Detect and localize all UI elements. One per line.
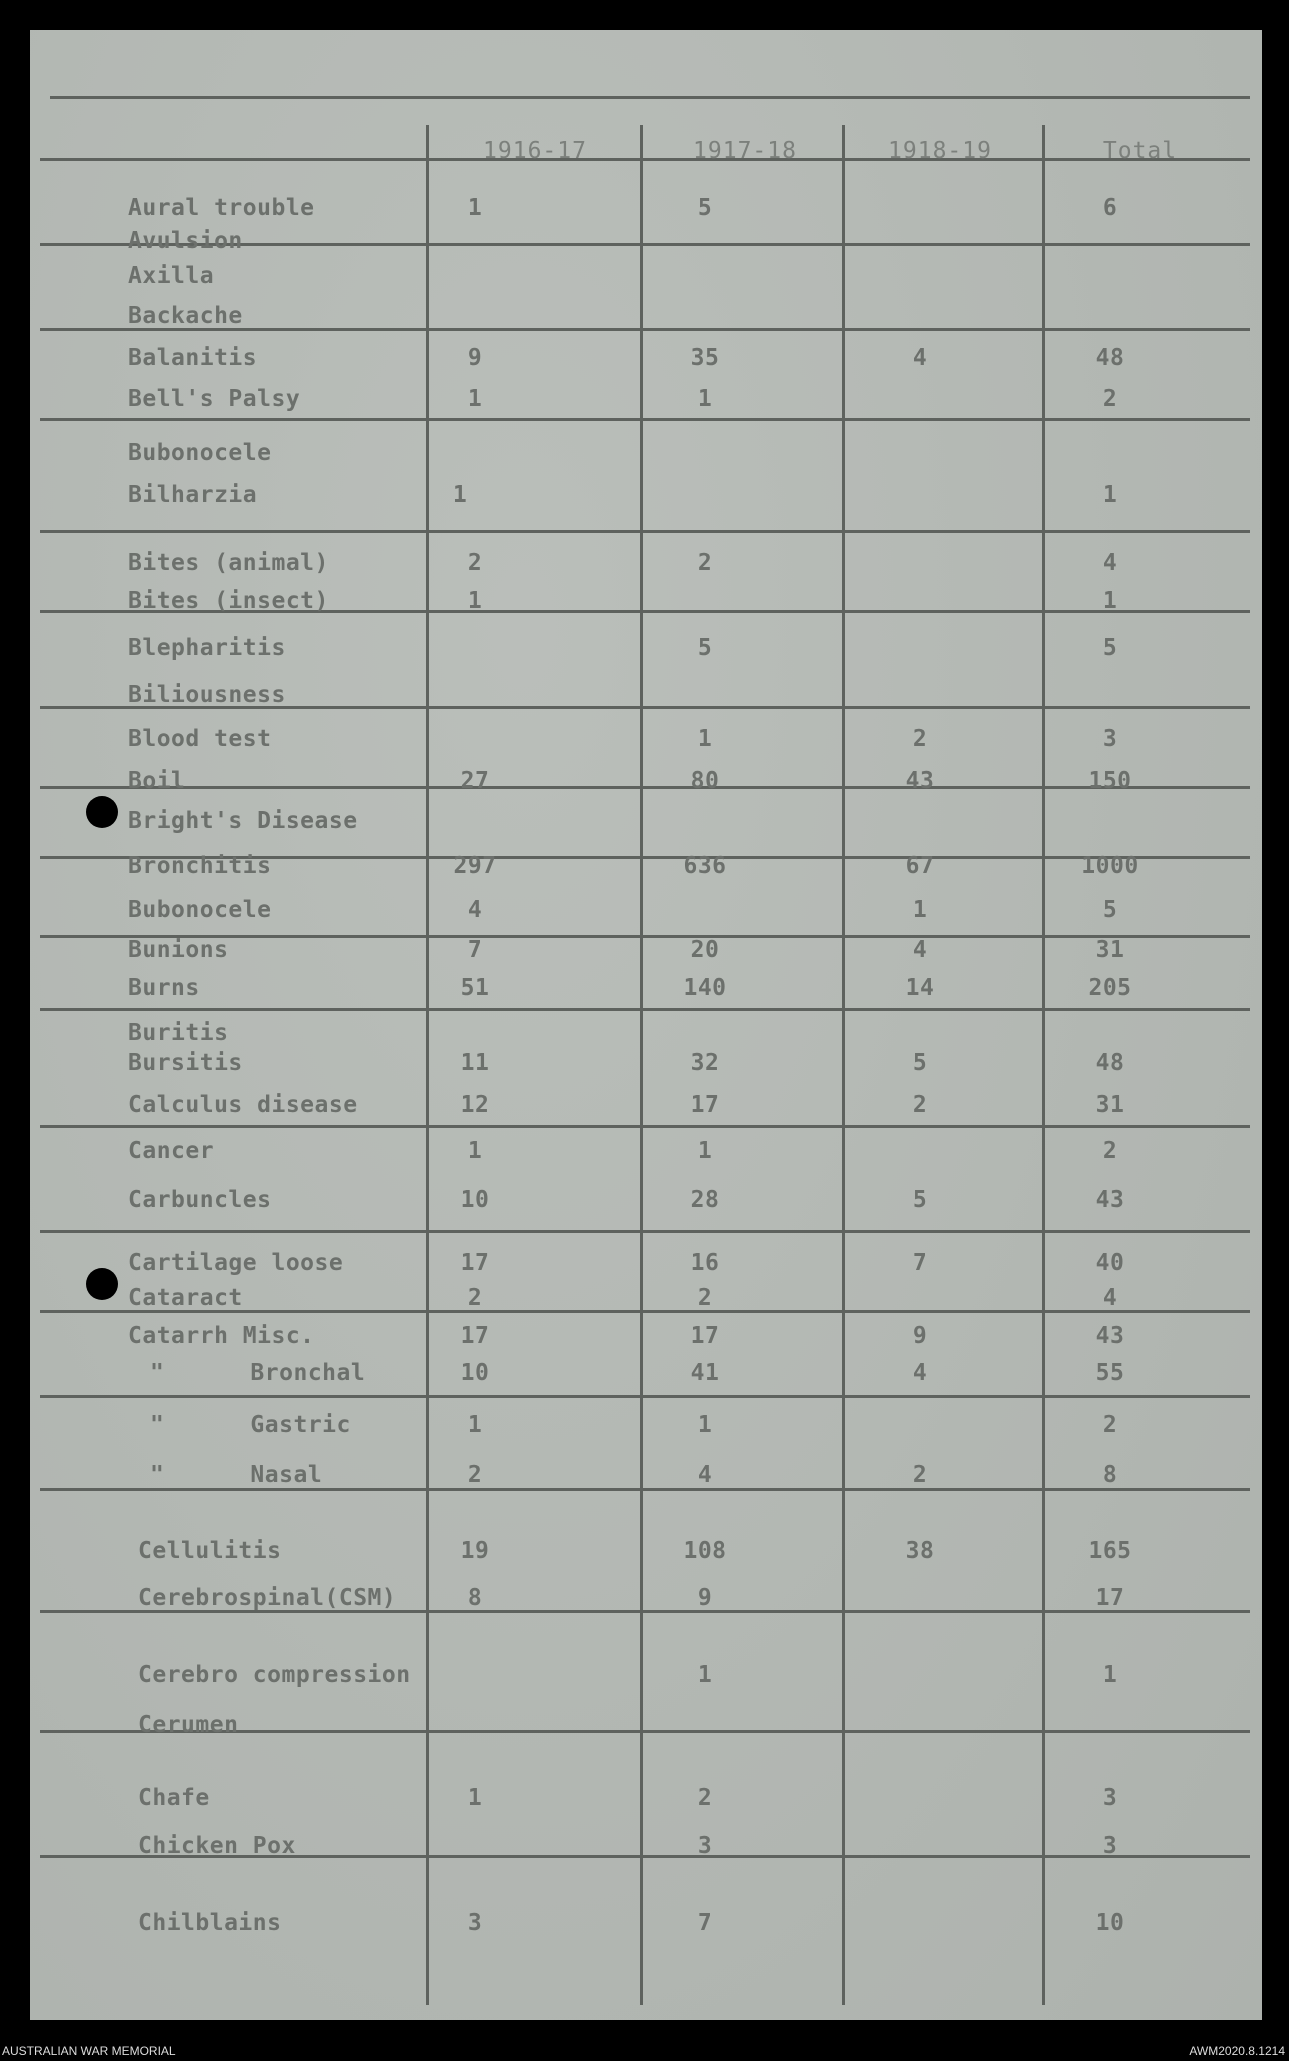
header-total: Total bbox=[1102, 138, 1178, 164]
disease-name: Backache bbox=[128, 303, 243, 329]
value-1917-18: 108 bbox=[683, 1538, 727, 1564]
table-row bbox=[30, 482, 1262, 520]
punch-hole bbox=[86, 796, 118, 828]
table-row bbox=[30, 1050, 1262, 1088]
value-total: 3 bbox=[1102, 1833, 1118, 1859]
value-1918-19: 4 bbox=[912, 937, 928, 963]
value-1916-17: 1 bbox=[467, 1785, 483, 1811]
value-1917-18: 41 bbox=[690, 1360, 720, 1386]
footer-institution: AUSTRALIAN WAR MEMORIAL bbox=[2, 2044, 176, 2058]
value-1917-18: 7 bbox=[697, 1910, 713, 1936]
table-row bbox=[30, 1412, 1262, 1450]
value-1916-17: 2 bbox=[467, 1285, 483, 1311]
disease-name: Bronchitis bbox=[128, 853, 272, 879]
disease-name: Cerebrospinal(CSM) bbox=[138, 1585, 397, 1611]
disease-name: Bursitis bbox=[128, 1050, 243, 1076]
punch-hole bbox=[86, 1268, 118, 1300]
value-1918-19: 7 bbox=[912, 1250, 928, 1276]
table-row bbox=[30, 345, 1262, 383]
table-row bbox=[30, 588, 1262, 626]
header-1917-18: 1917-18 bbox=[693, 138, 797, 164]
value-total: 3 bbox=[1102, 726, 1118, 752]
value-1916-17: 9 bbox=[467, 345, 483, 371]
disease-name: Bunions bbox=[128, 937, 229, 963]
disease-name: Cerumen bbox=[138, 1712, 239, 1738]
disease-name: Bites (insect) bbox=[128, 588, 329, 614]
rule bbox=[50, 96, 1250, 99]
disease-name: Bubonocele bbox=[128, 897, 272, 923]
table-row bbox=[30, 1833, 1262, 1871]
disease-name: Buritis bbox=[128, 1020, 229, 1046]
table-row bbox=[30, 808, 1262, 846]
table-row bbox=[30, 263, 1262, 301]
table-row bbox=[30, 768, 1262, 806]
value-1918-19: 2 bbox=[912, 1462, 928, 1488]
value-1917-18: 32 bbox=[690, 1050, 720, 1076]
value-1916-17: 27 bbox=[460, 768, 490, 794]
table-row bbox=[30, 635, 1262, 673]
value-1917-18: 16 bbox=[690, 1250, 720, 1276]
disease-name: Boil bbox=[128, 768, 186, 794]
table-row bbox=[30, 853, 1262, 891]
value-1918-19: 4 bbox=[912, 1360, 928, 1386]
table-row bbox=[30, 1462, 1262, 1500]
value-1917-18: 1 bbox=[697, 386, 713, 412]
value-total: 5 bbox=[1102, 897, 1118, 923]
value-1916-17: 10 bbox=[460, 1187, 490, 1213]
table-row bbox=[30, 550, 1262, 588]
disease-name: Cerebro compression bbox=[138, 1662, 411, 1688]
value-1918-19: 9 bbox=[912, 1323, 928, 1349]
value-1916-17: 12 bbox=[460, 1092, 490, 1118]
table-row bbox=[30, 1712, 1262, 1750]
value-1918-19: 14 bbox=[905, 975, 935, 1001]
value-1916-17: 297 bbox=[453, 853, 497, 879]
value-1916-17: 51 bbox=[460, 975, 490, 1001]
value-1916-17: 1 bbox=[467, 588, 483, 614]
table-row bbox=[30, 1187, 1262, 1225]
value-1916-17: 7 bbox=[467, 937, 483, 963]
value-total: 150 bbox=[1088, 768, 1132, 794]
value-total: 205 bbox=[1088, 975, 1132, 1001]
table-row bbox=[30, 726, 1262, 764]
value-total: 17 bbox=[1095, 1585, 1125, 1611]
value-total: 31 bbox=[1095, 937, 1125, 963]
value-1918-19: 1 bbox=[912, 897, 928, 923]
value-1917-18: 35 bbox=[690, 345, 720, 371]
value-total: 10 bbox=[1095, 1910, 1125, 1936]
header-1916-17: 1916-17 bbox=[483, 138, 587, 164]
table-row bbox=[30, 1585, 1262, 1623]
value-1917-18: 140 bbox=[683, 975, 727, 1001]
disease-name: Chicken Pox bbox=[138, 1833, 296, 1859]
table-row bbox=[30, 386, 1262, 424]
table-row bbox=[30, 228, 1262, 266]
disease-name: Carbuncles bbox=[128, 1187, 272, 1213]
table-row bbox=[30, 1138, 1262, 1176]
disease-name: Chilblains bbox=[138, 1910, 282, 1936]
table-row bbox=[30, 1323, 1262, 1361]
value-1916-17: 10 bbox=[460, 1360, 490, 1386]
table-row bbox=[30, 303, 1262, 341]
value-1918-19: 43 bbox=[905, 768, 935, 794]
value-total: 43 bbox=[1095, 1323, 1125, 1349]
value-total: 8 bbox=[1102, 1462, 1118, 1488]
disease-name: Blood test bbox=[128, 726, 272, 752]
table-row bbox=[30, 1910, 1262, 1948]
value-total: 1000 bbox=[1081, 853, 1139, 879]
value-1917-18: 28 bbox=[690, 1187, 720, 1213]
value-1916-17: 1 bbox=[467, 195, 483, 221]
table-row bbox=[30, 440, 1262, 478]
value-1916-17: 11 bbox=[460, 1050, 490, 1076]
disease-name: Balanitis bbox=[128, 345, 258, 371]
footer-reference: AWM2020.8.1214 bbox=[1189, 2044, 1285, 2058]
value-total: 1 bbox=[1102, 482, 1118, 508]
value-1917-18: 17 bbox=[690, 1323, 720, 1349]
value-total: 5 bbox=[1102, 635, 1118, 661]
value-1917-18: 80 bbox=[690, 768, 720, 794]
value-total: 165 bbox=[1088, 1538, 1132, 1564]
value-1917-18: 1 bbox=[697, 1138, 713, 1164]
value-1918-19: 2 bbox=[912, 1092, 928, 1118]
value-total: 48 bbox=[1095, 1050, 1125, 1076]
table-row bbox=[30, 1092, 1262, 1130]
value-1916-17: 1 bbox=[452, 482, 468, 508]
disease-name: Bright's Disease bbox=[128, 808, 358, 834]
table-row bbox=[30, 1285, 1262, 1323]
value-1916-17: 17 bbox=[460, 1323, 490, 1349]
disease-name: Bilharzia bbox=[128, 482, 258, 508]
disease-name: Burns bbox=[128, 975, 200, 1001]
value-1916-17: 8 bbox=[467, 1585, 483, 1611]
table-row bbox=[30, 937, 1262, 975]
disease-name: Cartilage loose bbox=[128, 1250, 344, 1276]
value-total: 31 bbox=[1095, 1092, 1125, 1118]
disease-name: Avulsion bbox=[128, 228, 243, 254]
value-1917-18: 4 bbox=[697, 1462, 713, 1488]
value-1916-17: 2 bbox=[467, 1462, 483, 1488]
disease-name: Aural trouble bbox=[128, 195, 315, 221]
value-1917-18: 2 bbox=[697, 1285, 713, 1311]
value-1917-18: 2 bbox=[697, 550, 713, 576]
value-1917-18: 2 bbox=[697, 1785, 713, 1811]
value-1917-18: 1 bbox=[697, 726, 713, 752]
value-1916-17: 4 bbox=[467, 897, 483, 923]
value-1918-19: 5 bbox=[912, 1050, 928, 1076]
table-row bbox=[30, 975, 1262, 1013]
value-1916-17: 1 bbox=[467, 386, 483, 412]
value-1917-18: 5 bbox=[697, 195, 713, 221]
value-total: 1 bbox=[1102, 588, 1118, 614]
value-1918-19: 67 bbox=[905, 853, 935, 879]
value-total: 6 bbox=[1102, 195, 1118, 221]
value-1917-18: 17 bbox=[690, 1092, 720, 1118]
value-1918-19: 5 bbox=[912, 1187, 928, 1213]
value-total: 55 bbox=[1095, 1360, 1125, 1386]
value-1918-19: 4 bbox=[912, 345, 928, 371]
table-row bbox=[30, 1360, 1262, 1398]
value-1917-18: 20 bbox=[690, 937, 720, 963]
table-row bbox=[30, 1538, 1262, 1576]
rule bbox=[40, 1230, 1250, 1233]
value-total: 2 bbox=[1102, 1412, 1118, 1438]
disease-name: " Nasal bbox=[150, 1462, 323, 1488]
value-1916-17: 2 bbox=[467, 550, 483, 576]
table-row bbox=[30, 1250, 1262, 1288]
value-total: 48 bbox=[1095, 345, 1125, 371]
value-1917-18: 1 bbox=[697, 1662, 713, 1688]
value-total: 1 bbox=[1102, 1662, 1118, 1688]
value-total: 2 bbox=[1102, 386, 1118, 412]
table-row bbox=[30, 682, 1262, 720]
disease-name: " Gastric bbox=[150, 1412, 351, 1438]
value-1917-18: 9 bbox=[697, 1585, 713, 1611]
value-total: 3 bbox=[1102, 1785, 1118, 1811]
value-total: 4 bbox=[1102, 550, 1118, 576]
value-1917-18: 1 bbox=[697, 1412, 713, 1438]
value-1918-19: 38 bbox=[905, 1538, 935, 1564]
value-1916-17: 19 bbox=[460, 1538, 490, 1564]
disease-name: Calculus disease bbox=[128, 1092, 358, 1118]
disease-name: Bell's Palsy bbox=[128, 386, 301, 412]
value-1916-17: 1 bbox=[467, 1412, 483, 1438]
disease-name: Bites (animal) bbox=[128, 550, 329, 576]
table-row bbox=[30, 897, 1262, 935]
disease-name: Axilla bbox=[128, 263, 215, 289]
value-1916-17: 17 bbox=[460, 1250, 490, 1276]
header-1918-19: 1918-19 bbox=[888, 138, 992, 164]
document-page bbox=[30, 30, 1262, 2020]
value-1916-17: 1 bbox=[467, 1138, 483, 1164]
value-total: 2 bbox=[1102, 1138, 1118, 1164]
disease-name: Bubonocele bbox=[128, 440, 272, 466]
value-total: 40 bbox=[1095, 1250, 1125, 1276]
value-total: 4 bbox=[1102, 1285, 1118, 1311]
disease-name: Blepharitis bbox=[128, 635, 286, 661]
disease-name: Cancer bbox=[128, 1138, 215, 1164]
disease-name: Cataract bbox=[128, 1285, 243, 1311]
value-1917-18: 636 bbox=[683, 853, 727, 879]
value-1918-19: 2 bbox=[912, 726, 928, 752]
disease-name: " Bronchal bbox=[150, 1360, 366, 1386]
value-1917-18: 3 bbox=[697, 1833, 713, 1859]
disease-name: Catarrh Misc. bbox=[128, 1323, 315, 1349]
disease-name: Cellulitis bbox=[138, 1538, 282, 1564]
disease-name: Biliousness bbox=[128, 682, 286, 708]
rule bbox=[40, 530, 1250, 533]
value-total: 43 bbox=[1095, 1187, 1125, 1213]
value-1916-17: 3 bbox=[467, 1910, 483, 1936]
table-row bbox=[30, 1785, 1262, 1823]
disease-name: Chafe bbox=[138, 1785, 210, 1811]
table-row bbox=[30, 1662, 1262, 1700]
value-1917-18: 5 bbox=[697, 635, 713, 661]
